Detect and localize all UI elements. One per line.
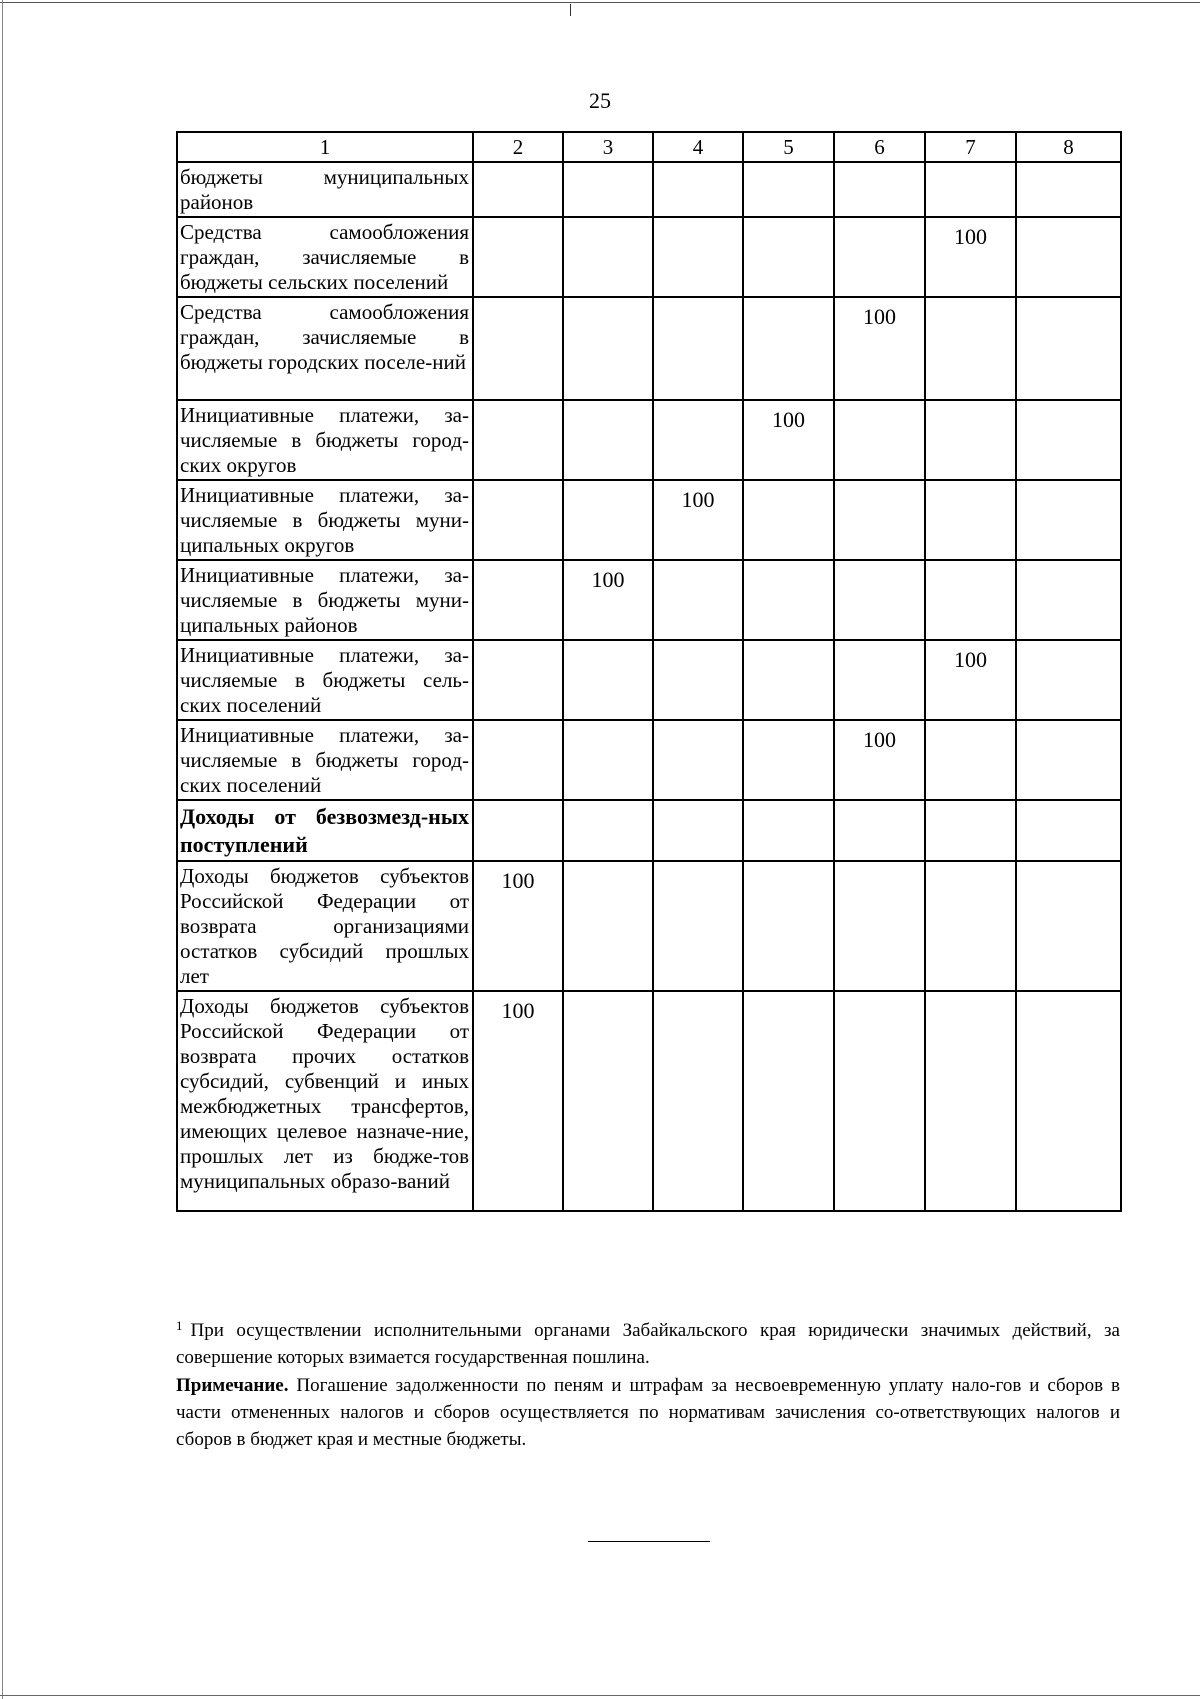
value-cell: 100 <box>563 560 653 640</box>
value-cell <box>834 217 925 297</box>
column-header: 3 <box>563 132 653 162</box>
value-cell <box>925 297 1016 400</box>
value-cell: 100 <box>743 400 834 480</box>
value-cell <box>653 400 743 480</box>
value-cell <box>563 991 653 1211</box>
value-cell <box>653 217 743 297</box>
value-cell <box>834 560 925 640</box>
value-cell <box>473 640 563 720</box>
table-row <box>177 297 1121 400</box>
value-cell <box>1016 720 1121 800</box>
column-header: 2 <box>473 132 563 162</box>
value-cell <box>743 991 834 1211</box>
value-cell <box>743 297 834 400</box>
value-cell <box>473 480 563 560</box>
table-row <box>177 861 1121 991</box>
row-description: Инициативные платежи, за-числяемые в бюджеты сель-ских поселений <box>177 640 473 720</box>
column-header: 7 <box>925 132 1016 162</box>
note-label: Примечание. <box>176 1375 289 1396</box>
page-edge-bottom <box>0 1695 1200 1696</box>
value-cell <box>743 861 834 991</box>
value-cell <box>925 400 1016 480</box>
row-description: Инициативные платежи, за-числяемые в бюджеты муни-ципальных округов <box>177 480 473 560</box>
value-cell <box>473 800 563 861</box>
footnote-marker: 1 <box>176 1318 183 1333</box>
value-cell <box>653 162 743 217</box>
value-cell <box>743 800 834 861</box>
value-cell: 100 <box>925 640 1016 720</box>
table-row <box>177 400 1121 480</box>
value-cell <box>563 297 653 400</box>
value-cell <box>834 991 925 1211</box>
column-header: 4 <box>653 132 743 162</box>
value-cell <box>653 800 743 861</box>
revenue-distribution-table <box>176 131 1122 1212</box>
footnote <box>176 1312 1120 1371</box>
table-header-row <box>177 132 1121 162</box>
value-cell <box>653 560 743 640</box>
value-cell <box>834 861 925 991</box>
value-cell <box>563 400 653 480</box>
row-description: Доходы бюджетов субъектов Российской Федерации от возврата организациями остатков субсидий прошлых лет <box>177 861 473 991</box>
value-cell <box>1016 400 1121 480</box>
scan-mark <box>570 4 571 16</box>
value-cell <box>473 297 563 400</box>
value-cell <box>743 720 834 800</box>
page-number: 25 <box>589 88 611 113</box>
column-header: 5 <box>743 132 834 162</box>
column-header: 6 <box>834 132 925 162</box>
value-cell <box>653 640 743 720</box>
row-description: Средства самообложения граждан, зачисляемые в бюджеты сельских поселений <box>177 217 473 297</box>
table-row <box>177 640 1121 720</box>
value-cell <box>473 217 563 297</box>
table-row <box>177 560 1121 640</box>
value-cell <box>473 400 563 480</box>
value-cell <box>1016 217 1121 297</box>
value-cell <box>653 861 743 991</box>
value-cell <box>1016 297 1121 400</box>
value-cell <box>563 217 653 297</box>
value-cell <box>653 720 743 800</box>
value-cell <box>925 861 1016 991</box>
value-cell: 100 <box>653 480 743 560</box>
table-row <box>177 217 1121 297</box>
column-header: 8 <box>1016 132 1121 162</box>
value-cell <box>1016 991 1121 1211</box>
row-description: Доходы бюджетов субъектов Российской Федерации от возврата прочих остатков субсидий, субвенций и иных межбюджетных трансфертов, имеющих целевое назначе-ние, прошлых лет из бюдже-тов муниципальных образо-ваний <box>177 991 473 1211</box>
value-cell <box>834 480 925 560</box>
note <box>176 1372 1120 1453</box>
value-cell <box>834 640 925 720</box>
value-cell <box>925 480 1016 560</box>
value-cell <box>473 720 563 800</box>
value-cell <box>1016 162 1121 217</box>
value-cell <box>925 800 1016 861</box>
table-row <box>177 991 1121 1211</box>
value-cell <box>653 991 743 1211</box>
table-row <box>177 162 1121 217</box>
value-cell <box>834 400 925 480</box>
end-rule <box>588 1541 710 1542</box>
value-cell: 100 <box>834 720 925 800</box>
value-cell <box>1016 560 1121 640</box>
value-cell <box>743 640 834 720</box>
value-cell <box>473 162 563 217</box>
value-cell <box>1016 800 1121 861</box>
value-cell <box>743 217 834 297</box>
row-description: Инициативные платежи, за-числяемые в бюджеты город-ских поселений <box>177 720 473 800</box>
value-cell <box>925 991 1016 1211</box>
table-row <box>177 800 1121 861</box>
table-row <box>177 720 1121 800</box>
value-cell <box>743 560 834 640</box>
value-cell <box>563 720 653 800</box>
table-row <box>177 480 1121 560</box>
value-cell <box>563 162 653 217</box>
value-cell <box>1016 861 1121 991</box>
value-cell <box>925 162 1016 217</box>
footnote-text: При осуществлении исполнительными органами Забайкальского края юридически значимых действий, за совершение которых взимается государственная пошлина. <box>176 1320 1120 1368</box>
value-cell <box>563 861 653 991</box>
value-cell <box>925 560 1016 640</box>
value-cell: 100 <box>925 217 1016 297</box>
row-description: Инициативные платежи, за-числяемые в бюджеты муни-ципальных районов <box>177 560 473 640</box>
footnotes <box>176 1312 1120 1453</box>
value-cell <box>563 800 653 861</box>
row-description: бюджеты муниципальных районов <box>177 162 473 217</box>
note-text: Погашение задолженности по пеням и штрафам за несвоевременную уплату нало-гов и сборов в части отмененных налогов и сборов осуществляется по нормативам зачисления со-ответствующих налогов и сборов в бюджет края и местные бюджеты. <box>176 1375 1120 1450</box>
value-cell <box>743 162 834 217</box>
column-header: 1 <box>177 132 473 162</box>
value-cell: 100 <box>473 861 563 991</box>
value-cell <box>743 480 834 560</box>
value-cell: 100 <box>834 297 925 400</box>
row-description: Доходы от безвозмезд-ных поступлений <box>177 800 473 861</box>
value-cell <box>834 800 925 861</box>
value-cell <box>1016 640 1121 720</box>
value-cell <box>563 480 653 560</box>
value-cell: 100 <box>473 991 563 1211</box>
page-edge-left <box>2 0 3 1699</box>
value-cell <box>1016 480 1121 560</box>
value-cell <box>653 297 743 400</box>
value-cell <box>834 162 925 217</box>
page-edge-top <box>0 2 1200 3</box>
value-cell <box>473 560 563 640</box>
value-cell <box>925 720 1016 800</box>
row-description: Средства самообложения граждан, зачисляемые в бюджеты городских поселе-ний <box>177 297 473 400</box>
value-cell <box>563 640 653 720</box>
row-description: Инициативные платежи, за-числяемые в бюджеты город-ских округов <box>177 400 473 480</box>
